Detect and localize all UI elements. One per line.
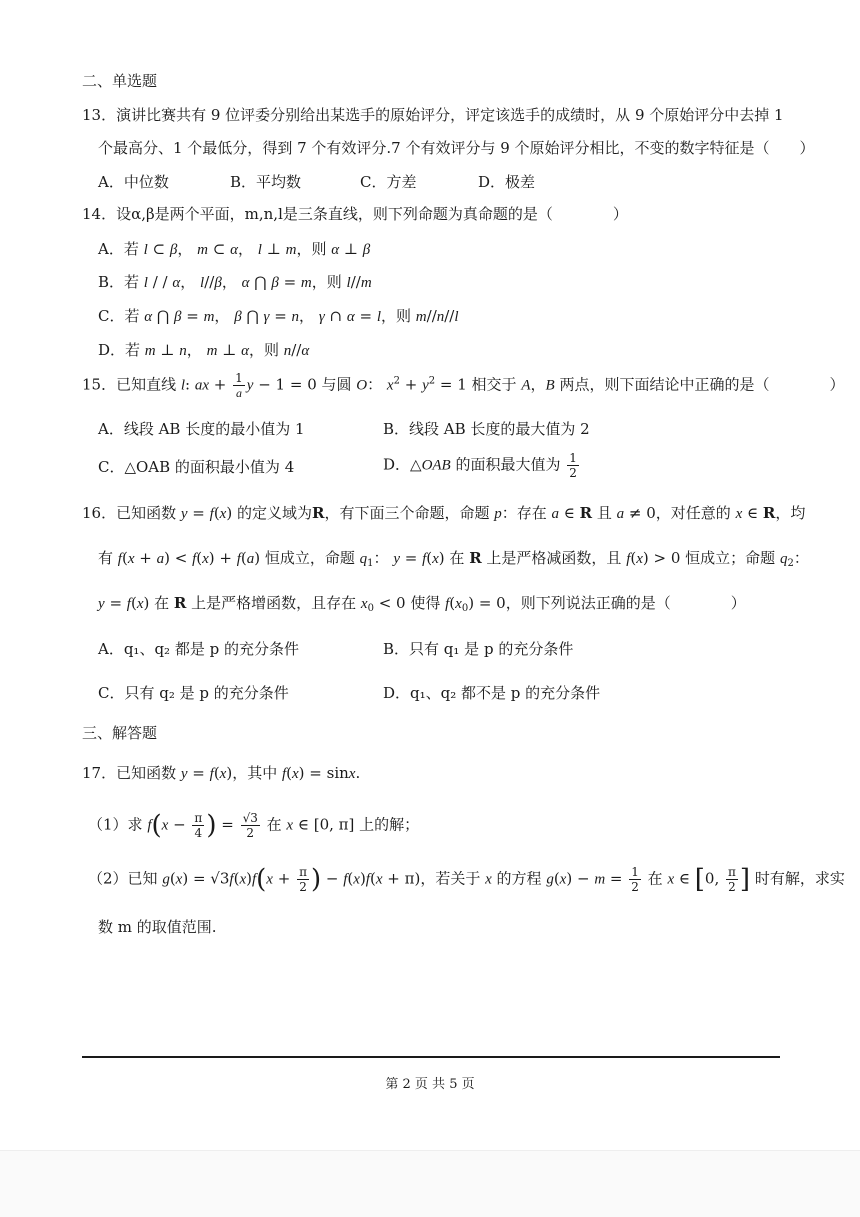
q16-option-a: A．q₁、q₂ 都是 p 的充分条件 (98, 640, 299, 658)
q15-option-a: A．线段 AB 长度的最小值为 1 (98, 420, 305, 438)
q15-option-b: B．线段 AB 长度的最大值为 2 (383, 420, 590, 438)
q16-option-c: C．只有 q₂ 是 p 的充分条件 (98, 684, 289, 702)
section-3-title: 三、解答题 (82, 724, 158, 742)
q17-tail: 数 m 的取值范围. (98, 918, 217, 936)
q15-option-d: D．△OAB 的面积最大值为 $\frac{1}{2}$ (383, 451, 577, 480)
q13-line1: 13．演讲比赛共有 9 位评委分别给出某选手的原始评分，评定该选手的成绩时，从 9 个原始评分中去掉 1 (82, 106, 784, 124)
q13-option-b: B．平均数 (230, 173, 302, 191)
q13-option-a: A．中位数 (98, 173, 169, 191)
q13-line2: 个最高分、1 个最低分，得到 7 个有效评分.7 个有效评分与 9 个原始评分相比，不变的数字特征是（ ） (98, 139, 815, 157)
q16-option-d: D．q₁、q₂ 都不是 p 的充分条件 (383, 684, 601, 702)
q14-option-b: B．若 l / / α， l//β， α ⋂ β = m，则 l//m (98, 273, 372, 291)
q14-option-a: A．若 l ⊂ β， m ⊂ α， l ⊥ m，则 α ⊥ β (98, 240, 371, 258)
q13-option-d: D．极差 (478, 173, 536, 191)
q14-option-d: D．若 m ⊥ n， m ⊥ α，则 n//α (98, 341, 310, 359)
section-2-title: 二、单选题 (82, 72, 158, 90)
q17-stem: 17．已知函数 y = f(x)，其中 f(x) = sinx. (82, 764, 361, 782)
scan-bottom-band (0, 1150, 860, 1217)
page-number: 第 2 页 共 5 页 (385, 1077, 475, 1092)
q13-option-c: C．方差 (360, 173, 417, 191)
q17-part2: （2）已知 g(x) = √3f(x)f(x + $\frac{\pi}{2}$ ) − f(x)f(x + π)，若关于 x 的方程 g(x) − m = $\frac{1}{2}$ 在 x ∈ [0, $\frac{\pi}{2}$ ] 时有解，求实 (88, 864, 845, 895)
q16-line1: 16．已知函数 y = f(x) 的定义域为R，有下面三个命题，命题 p：存在 a ∈ R 且 a ≠ 0，对任意的 x ∈ R，均 (82, 504, 806, 522)
footer-rule (82, 1056, 780, 1058)
q16-option-b: B．只有 q₁ 是 p 的充分条件 (383, 640, 574, 658)
q15-option-c: C．△OAB 的面积最小值为 4 (98, 458, 295, 476)
q16-line2: 有 f(x + a) < f(x) + f(a) 恒成立，命题 $q_1$： y = f(x) 在 R 上是严格减函数，且 f(x) > 0 恒成立；命题 $q_2$： (98, 549, 809, 569)
q14-stem: 14．设α,β是两个平面，m,n,l是三条直线，则下列命题为真命题的是（ ） (82, 205, 628, 223)
q16-line3: y = f(x) 在 R 上是严格增函数，且存在 $x_0 < 0$ 使得 $f(x_0) = 0$，则下列说法正确的是（ ） (98, 594, 746, 614)
q17-part1: （1）求 f(x − $\frac{\pi}{4}$ ) = $\frac{√3}{2}$ 在 x ∈ [0, π] 上的解； (88, 810, 420, 841)
q15-stem: 15．已知直线 l: ax + $\frac{1}{a}$ y − 1 = 0 与圆 O： $x^2 + y^2 = 1$ 相交于 A，B 两点，则下面结论中正确的是（ ） (82, 371, 845, 400)
q14-option-c: C．若 α ⋂ β = m， β ⋂ γ = n， γ ∩ α = l，则 m//n//l (98, 307, 459, 325)
